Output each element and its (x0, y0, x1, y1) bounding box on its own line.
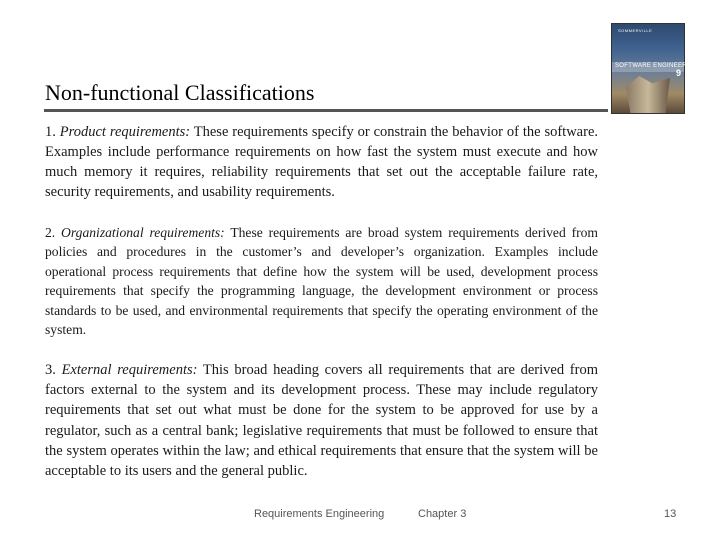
paragraph-external-requirements (45, 360, 598, 481)
paragraph-product-requirements (45, 122, 598, 202)
book-cover-author: SOMMERVILLE (618, 28, 653, 33)
book-cover-building-graphic (626, 76, 670, 113)
footer-course: Requirements Engineering (254, 508, 385, 520)
paragraph-lead: Product requirements: (59, 124, 191, 140)
slide-title: Non-functional Classifications (45, 80, 315, 105)
footer-chapter: Chapter 3 (418, 508, 467, 520)
paragraph-number: 2. (45, 225, 56, 240)
paragraph-body: These requirements are broad system requirements derived from policies and procedures in the customer’s and developer’s organization. Examples include operational process requirements that define how the system will be used, development process requirements that specify the programming language, the development environment or process standards to be used, and environmental requirements that specify the operating environment of the system. (45, 225, 599, 338)
paragraph-lead: External requirements: (61, 362, 198, 378)
paragraph-number: 3. (45, 362, 56, 378)
paragraph-number: 1. (45, 124, 56, 140)
paragraph-body: These requirements specify or constrain the behavior of the software. Examples include performance requirements on how fast the system must execute and how much memory it requires, reliability requirements that set out the acceptable failure rate, security requirements, and usability requirements. (45, 124, 599, 200)
title-divider (44, 109, 608, 112)
book-cover-edition: 9 (675, 68, 681, 78)
paragraph-body: This broad heading covers all requirements that are derived from factors external to the system and its development process. These may include regulatory requirements that set out what must be done for the system to be approved for use by a regulator, such as a central bank; legislative requirements that must be followed to ensure that the system operates within the law; and ethical requirements that ensure that the system will be acceptable to its users and the general public. (45, 362, 598, 480)
footer-page-number: 13 (664, 508, 677, 520)
paragraph-organizational-requirements (45, 223, 598, 339)
book-cover-image (611, 23, 699, 114)
paragraph-lead: Organizational requirements: (61, 225, 225, 240)
book-cover-title: SOFTWARE ENGINEERING (615, 63, 699, 69)
